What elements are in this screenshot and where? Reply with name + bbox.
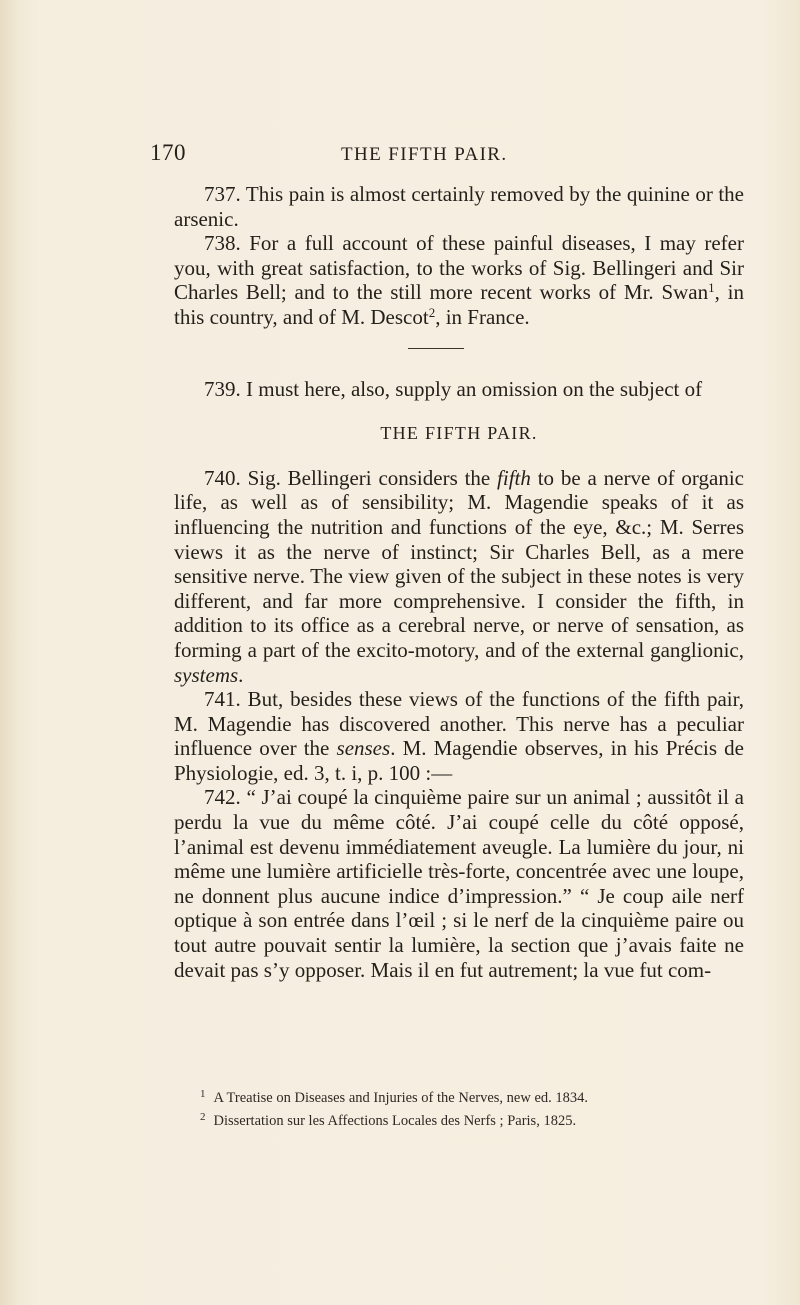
paragraph-740-text-c: . [238, 662, 244, 687]
paragraph-741-italic-senses: senses [336, 736, 391, 761]
body-text [174, 182, 744, 982]
paragraph-738-text-b: , in this country, and of M. Descot [174, 280, 744, 329]
running-head [0, 140, 800, 174]
paragraph-740-italic-fifth: fifth [497, 465, 531, 490]
paragraph-741-text-b: . M. Magendie observes, in his Précis de Physiologie, ed. 3, t. i, p. 100 :— [174, 736, 745, 785]
paragraph-740 [174, 466, 744, 687]
footnote-1 [200, 1085, 760, 1108]
page-number: 170 [150, 140, 186, 165]
section-heading: THE FIFTH PAIR. [380, 423, 538, 444]
footnote-2-mark: 2 [200, 1111, 206, 1123]
paragraph-738 [174, 231, 744, 329]
paragraph-741-text-a: 741. But, besides these views of the functions of the fifth pair, M. Magendie has discovered another. This nerve has a peculiar influence over the [174, 687, 744, 761]
paragraph-740-text-a: 740. Sig. Bellingeri considers the [204, 465, 498, 490]
footnote-ref-1: 1 [708, 280, 715, 296]
paragraph-738-text-c: , in France. [435, 304, 530, 329]
paragraph-740-italic-systems: systems [174, 662, 239, 687]
footnote-1-mark: 1 [200, 1088, 206, 1100]
paragraph-737: 737. This pain is almost certainly removed by the quinine or the arsenic. [174, 182, 744, 231]
footnote-2-text: Dissertation sur les Affections Locales des Nerfs ; Paris, 1825. [213, 1113, 577, 1129]
paragraph-740-text-b: to be a nerve of organic life, as well as of sensibility; M. Magendie speaks of it as influencing the nutrition and functions of the eye, &c.; M. Serres views it as the nerve of instinct; Sir Charles Bell, as a mere sensitive nerve. The view given of the subject in these notes is very different, and far more comprehensive. I consider the fifth, in addition to its office as a cerebral nerve, or nerve of sensation, as forming a part of the excito-motory, and of the external ganglionic, [174, 465, 744, 662]
paragraph-742: 742. “ J’ai coupé la cinquième paire sur un animal ; aussitôt il a perdu la vue du même côté. J’ai coupé celle du côté opposé, l’animal est devenu immédiatement aveugle. La lumière du jour, ni même une lumière artificielle très-forte, concentrée avec une loupe, ne donnent plus aucune indice d’impression.” “ Je coup aile nerf optique à son entrée dans l’œil ; si le nerf de la cinquième paire ou tout autre pouvait sentir la lumière, la section que j’avais faite ne devait pas s’y opposer. Mais il en fut autrement; la vue fut com- [174, 785, 744, 982]
running-title: THE FIFTH PAIR. [341, 144, 508, 165]
footnote-2 [200, 1108, 760, 1131]
paragraph-741 [174, 687, 744, 785]
footnote-ref-2: 2 [428, 304, 436, 320]
footnotes [200, 1085, 760, 1131]
section-divider [408, 348, 464, 349]
footnote-1-text: A Treatise on Diseases and Injuries of the Nerves, new ed. 1834. [213, 1090, 589, 1106]
paragraph-738-text-a: 738. For a full account of these painful diseases, I may refer you, with great satisfaction, to the works of Sig. Bellingeri and Sir Charles Bell; and to the still more recent works of Mr. Swan [174, 231, 744, 305]
paragraph-739: 739. I must here, also, supply an omission on the subject of [204, 376, 703, 401]
